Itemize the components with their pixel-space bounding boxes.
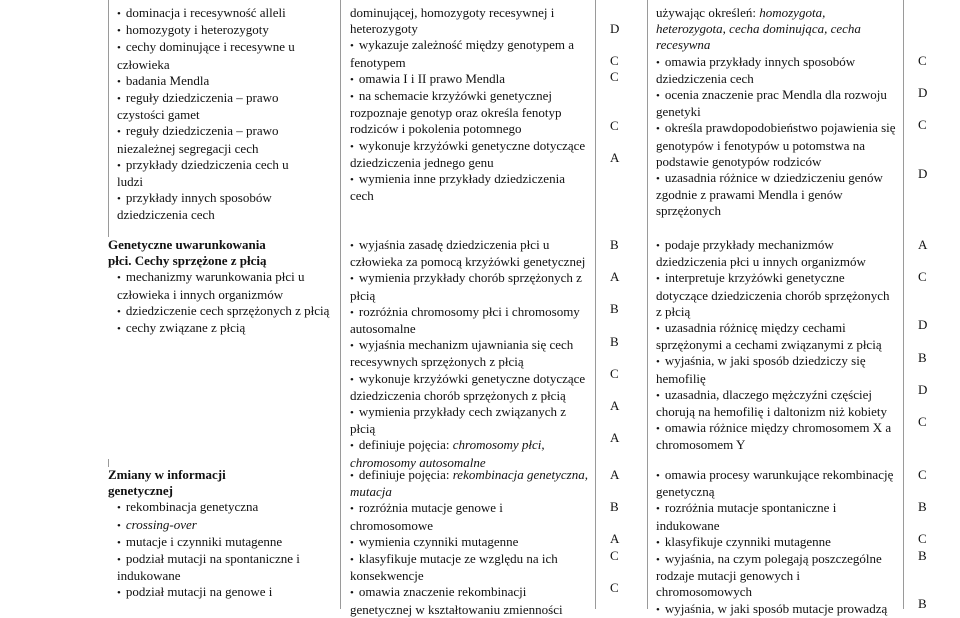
topic-item: • mechanizmy warunkowania płci u człowieka i innych organizmów [117,269,340,302]
grade-letter: C [610,117,619,133]
requirement-item: • omawia znaczenie rekombinacji genetycznej w kształtowaniu zmienności [350,584,588,617]
topic-item: • dziedziczenie cech sprzężonych z płcią [117,303,340,320]
column-divider [903,0,904,609]
grade-letter: D [918,85,928,101]
requirement-item: • wykonuje krzyżówki genetyczne dotyczące dziedziczenia jednego genu [350,138,588,171]
topic-item: • crossing-over [117,517,340,534]
row2-basic [350,237,588,471]
grade-letter: C [918,531,927,547]
row1-topics [117,5,307,224]
topic-item: • przykłady innych sposobów dziedziczenia cech [117,190,307,223]
grade-letter: B [610,333,619,349]
grade-letter: D [918,165,928,181]
grade-letter: C [610,69,619,85]
requirement-item: • ocenia znaczenie prac Mendla dla rozwoju genetyki [656,87,898,120]
section-title: Zmiany w informacji [108,467,226,482]
requirement-item: • definiuje pojęcia: chromosomy płci, chromosomy autosomalne [350,437,588,470]
requirement-item: • klasyfikuje mutacje ze względu na ich konsekwencje [350,551,588,584]
column-divider [595,0,596,609]
requirement-item: • wykonuje krzyżówki genetyczne dotyczące dziedziczenia chorób sprzężonych z płcią [350,371,588,404]
grade-letter: C [610,547,619,563]
grade-letter: A [610,430,620,446]
grade-letter: A [610,531,620,547]
grade-letter: A [918,237,928,252]
grade-letter: A [610,269,620,285]
requirement-item: • wymienia czynniki mutagenne [350,534,588,551]
grade-letter: C [918,269,927,285]
section-title-2: płci. Cechy sprzężone z płcią [108,253,267,269]
grade-letter: C [610,365,619,381]
section-title: Genetyczne uwarunkowania [108,237,266,252]
topic-item: • cechy związane z płcią [117,320,340,337]
column-divider [647,0,648,609]
topic-item: • przykłady dziedziczenia cech u ludzi [117,157,307,190]
requirement-item: • uzasadnia, dlaczego mężczyźni częściej chorują na hemofilię i daltonizm niż kobiety [656,387,898,420]
requirement-item: • interpretuje krzyżówki genetyczne dotyczące dziedziczenia chorób sprzężonych z płcią [656,270,898,320]
requirement-item: • określa prawdopodobieństwo pojawienia się genotypów i fenotypów u potomstwa na podstawie genotypów rodziców [656,120,898,170]
extended-intro: używając określeń: homozygota, heterozygota, cecha dominująca, cecha recesywna [656,5,861,53]
grade-letter: C [918,53,927,68]
grade-letter: C [918,413,927,429]
requirement-item: • wyjaśnia, na czym polegają poszczególne rodzaje mutacji genowych i chromosomowych [656,551,898,601]
row3-extended [656,467,898,618]
grade-letter: B [918,595,927,611]
topic-item: • rekombinacja genetyczna [117,499,340,516]
requirement-item: • definiuje pojęcia: rekombinacja genetyczna, mutacja [350,467,588,500]
row1-basic-grades [610,21,619,166]
basic-intro: dominującej, homozygoty recesywnej i heterozygoty [350,5,555,37]
requirement-item: • omawia procesy warunkujące rekombinację genetyczną [656,467,898,500]
requirement-item: • wyjaśnia, w jaki sposób dziedziczy się hemofilię [656,353,898,386]
grade-letter: A [610,397,620,413]
requirement-item: • omawia przykłady innych sposobów dziedziczenia cech [656,54,898,87]
topic-item: • podział mutacji na genowe i [117,584,340,601]
requirement-item: • rozróżnia chromosomy płci i chromosomy autosomalne [350,304,588,337]
requirement-item: • wyjaśnia mechanizm ujawniania się cech recesywnych sprzężonych z płcią [350,337,588,370]
requirement-item: • wymienia przykłady chorób sprzężonych z płcią [350,270,588,303]
grade-letter: B [918,349,927,365]
column-divider [340,0,341,609]
requirement-item: • na schemacie krzyżówki genetycznej rozpoznaje genotyp oraz określa fenotyp rodziców i pokolenia potomnego [350,88,588,138]
grade-letter: B [610,301,619,317]
requirement-item: • rozróżnia mutacje spontaniczne i indukowane [656,500,898,533]
row1-extended [656,5,898,220]
topic-item: • badania Mendla [117,73,307,90]
grade-letter: B [918,547,927,563]
topic-item: • reguły dziedziczenia – prawo czystości gamet [117,90,307,123]
row2-basic-grades [610,237,619,446]
row3-topics [108,467,340,609]
row2-extended-grades [918,237,927,430]
section-title-2: genetycznej [108,483,173,499]
grade-letter: A [610,467,620,482]
requirement-item: • rozróżnia mutacje genowe i chromosomowe [350,500,588,533]
requirement-item: • uzasadnia różnicę między cechami sprzężonymi a cechami związanymi z płcią [656,320,898,353]
requirement-item: • wymienia inne przykłady dziedziczenia cech [350,171,588,204]
requirement-item: • wyjaśnia zasadę dziedziczenia płci u człowieka za pomocą krzyżówki genetycznej [350,237,588,270]
requirement-item: • uzasadnia różnice w dziedziczeniu genów zgodnie z prawami Mendla i genów sprzężonych [656,170,898,220]
grade-letter: C [918,467,927,482]
requirement-item: • wyjaśnia, w jaki sposób mutacje prowadzą [656,601,898,618]
topic-item: • cechy dominujące i recesywne u człowieka [117,39,307,72]
requirement-item: • wymienia przykłady cech związanych z płcią [350,404,588,437]
row1-basic [350,5,588,204]
row2-topics [108,237,340,459]
topic-item: • podział mutacji na spontaniczne i indukowane [117,551,340,584]
row3-basic [350,467,588,618]
topic-item: • reguły dziedziczenia – prawo niezależnej segregacji cech [117,123,307,156]
row1-extended-grades [918,53,927,182]
topic-item: • mutacje i czynniki mutagenne [117,534,340,551]
topic-item: • dominacja i recesywność alleli [117,5,307,22]
grade-letter: C [610,579,619,595]
grade-letter: D [918,317,928,333]
grade-letter: D [918,381,928,397]
requirement-item: • omawia różnice między chromosomem X a chromosomem Y [656,420,898,453]
grade-letter: C [918,117,927,133]
requirement-item: • omawia I i II prawo Mendla [350,71,588,88]
topic-item: • homozygoty i heterozygoty [117,22,307,39]
grade-letter: A [610,149,620,165]
grade-letter: B [610,499,619,515]
grade-letter: C [610,53,619,69]
row3-extended-grades [918,467,927,612]
row3-basic-grades [610,467,619,596]
row2-extended [656,237,898,454]
grade-letter: B [918,499,927,515]
grade-letter: B [610,237,619,252]
requirement-item: • podaje przykłady mechanizmów dziedziczenia płci u innych organizmów [656,237,898,270]
grade-letter: D [610,21,620,36]
requirement-item: • wykazuje zależność między genotypem a fenotypem [350,37,588,70]
requirement-item: • klasyfikuje czynniki mutagenne [656,534,898,551]
